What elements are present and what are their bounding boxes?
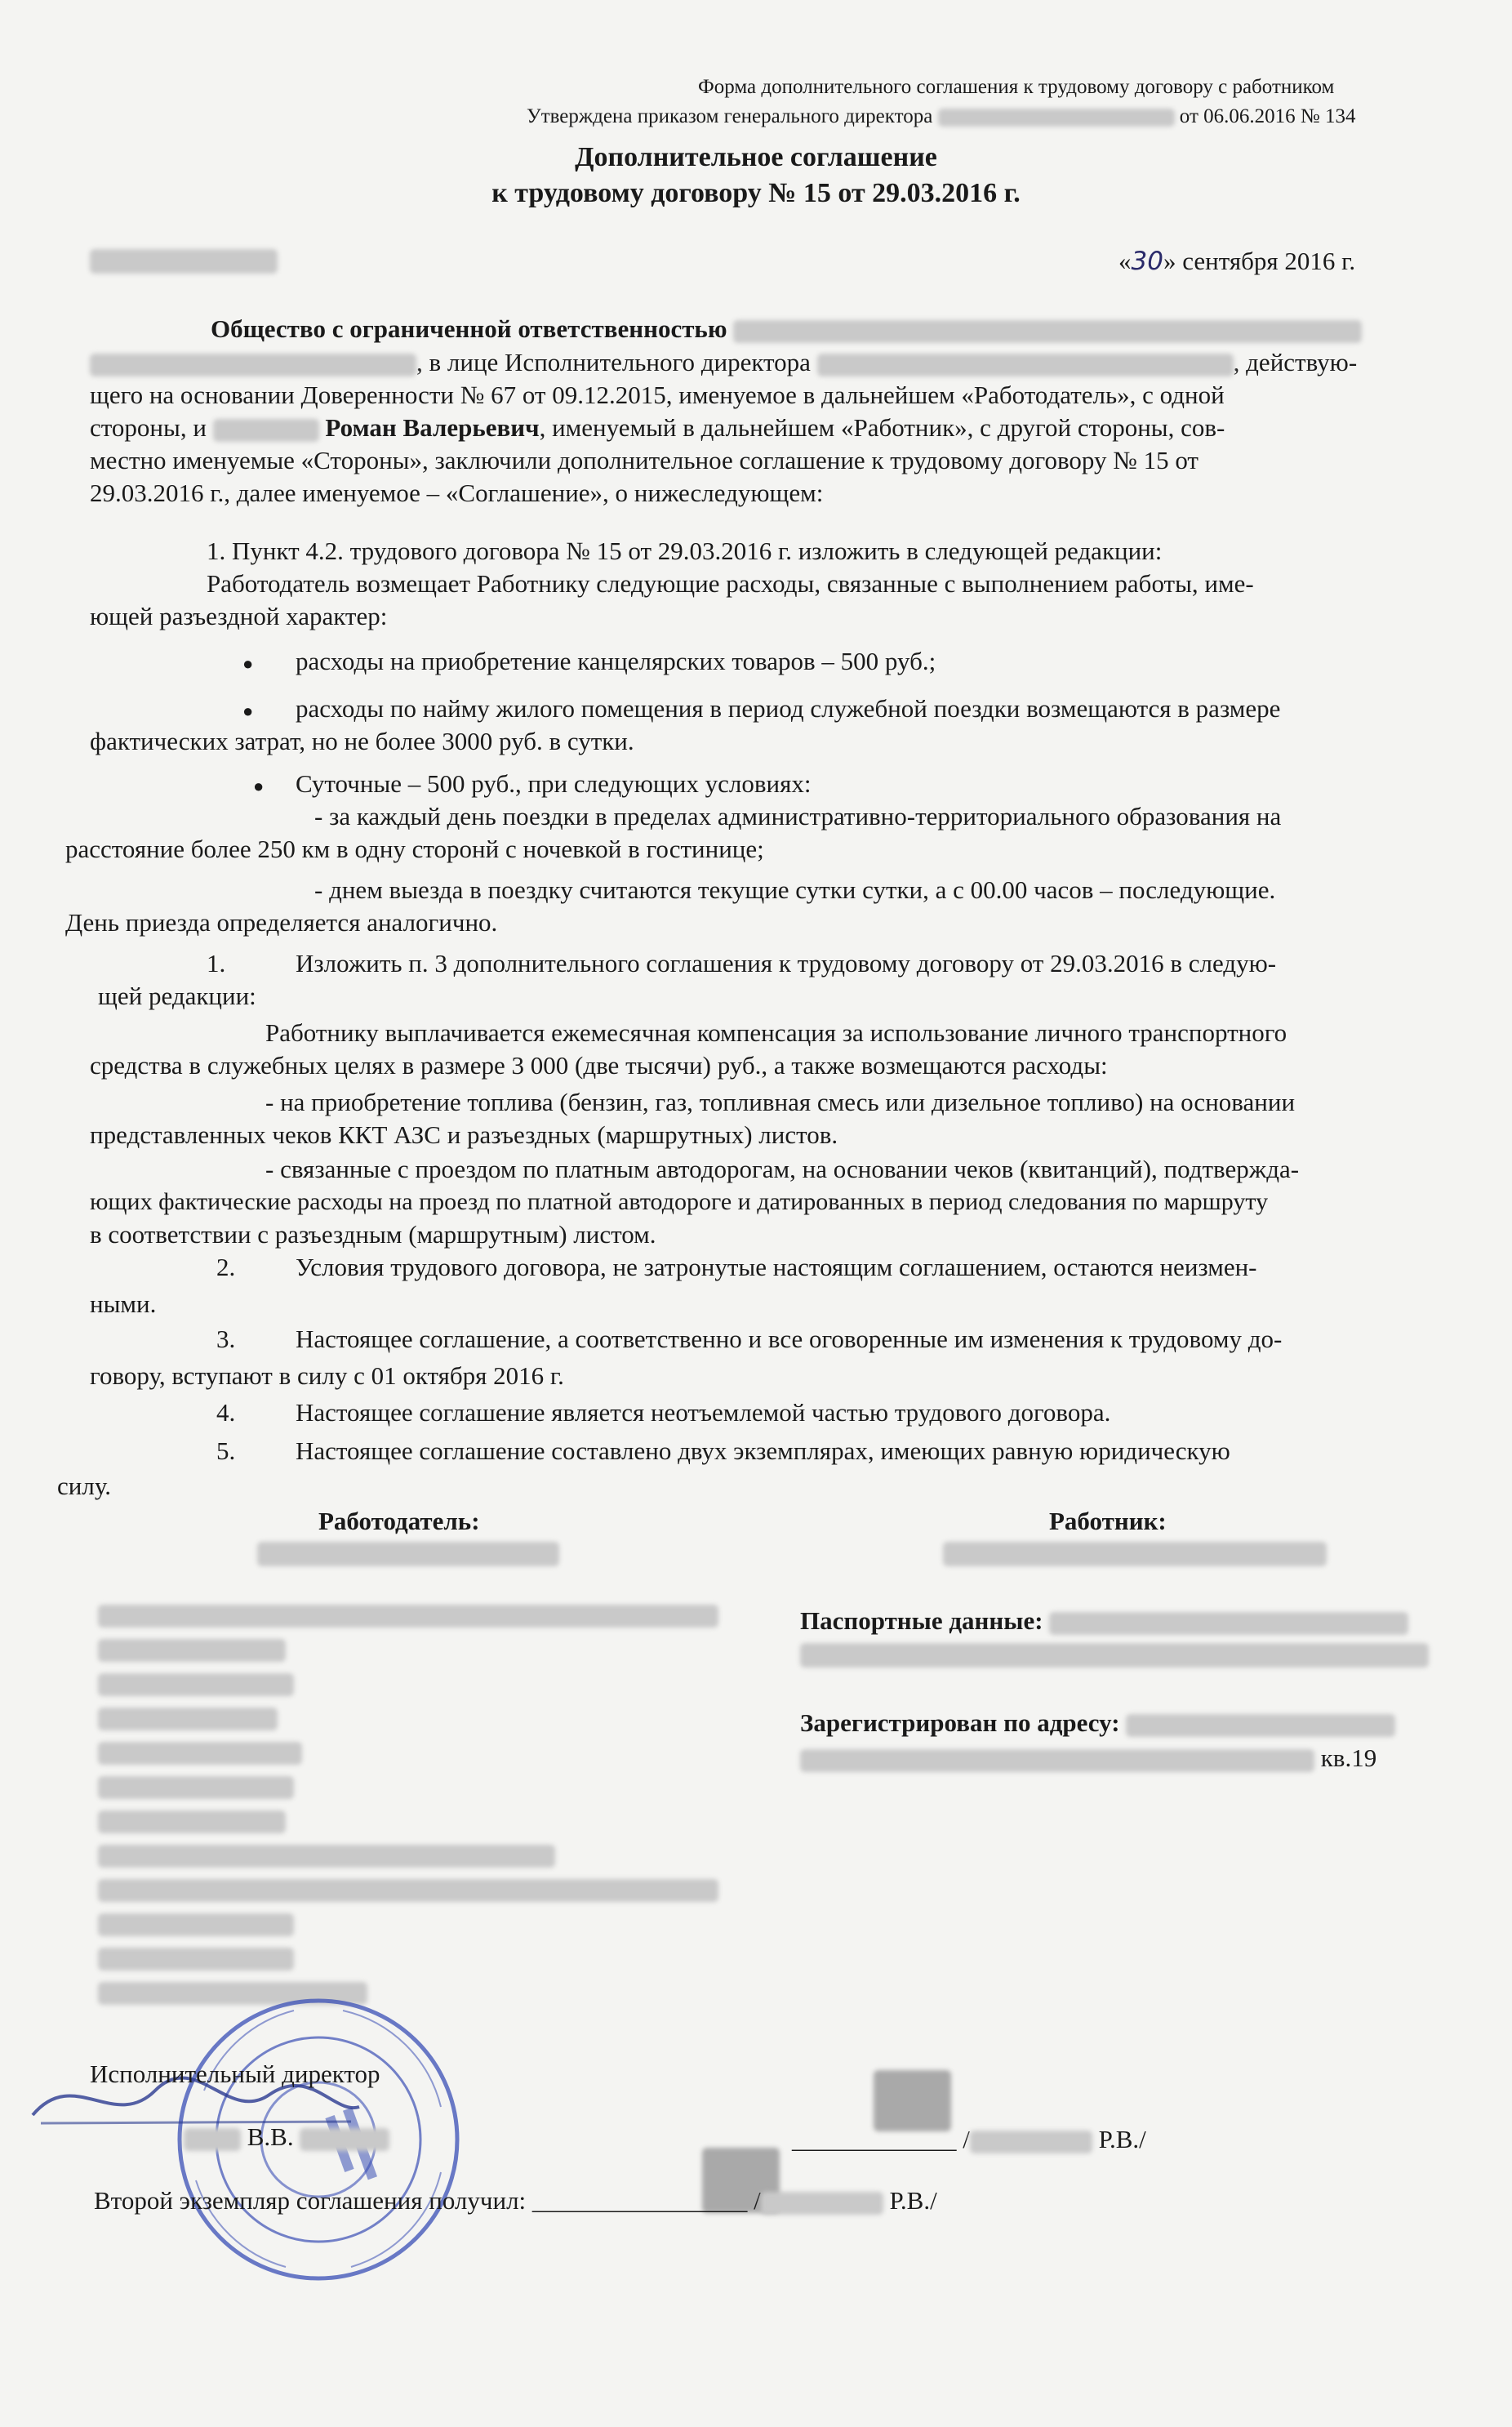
dash-2-cont: День приезда определяется аналогично. bbox=[65, 908, 498, 937]
bullet-3-text: Суточные – 500 руб., при следующих условиях: bbox=[296, 769, 812, 798]
employee-label: Работник: bbox=[1049, 1507, 1167, 1535]
director-signature-line: В.В. bbox=[184, 2121, 389, 2153]
comp-l7: в соответствии с разъездным (маршрутным) листом. bbox=[90, 1220, 656, 1249]
employee-name bbox=[943, 1542, 1327, 1566]
employer-details bbox=[98, 1605, 718, 2016]
dash-2: - днем выезда в поездку считаются текущие сутки сутки, а с 00.00 часов – последующие. bbox=[314, 875, 1276, 904]
redacted-address-cont bbox=[800, 1749, 1314, 1772]
bullet-1-text: расходы на приобретение канцелярских товаров – 500 руб.; bbox=[296, 647, 936, 675]
document-date: «30» сентября 2016 г. bbox=[1118, 247, 1356, 276]
redacted-surname bbox=[213, 419, 319, 442]
comp-l2: средства в служебных целях в размере 3 000 (две тысячи) руб., а также возмещаются расходы: bbox=[90, 1051, 1108, 1080]
intro-line-6: 29.03.2016 г., далее именуемое – «Соглашение», о нижеследующем: bbox=[90, 479, 824, 507]
bullet-icon: ● bbox=[253, 776, 265, 796]
address-row: Зарегистрирован по адресу: bbox=[800, 1707, 1395, 1739]
bullet-2-text-cont: фактических затрат, но не более 3000 руб. в сутки. bbox=[90, 727, 634, 755]
title-line-2: к трудовому договору № 15 от 29.03.2016 г. bbox=[491, 178, 1021, 208]
comp-l5: - связанные с проездом по платным автодорогам, на основании чеков (квитанций), подтвержда- bbox=[265, 1155, 1300, 1183]
title-line-1: Дополнительное соглашение bbox=[575, 142, 937, 172]
bullet-2 bbox=[242, 692, 253, 728]
bullet-1 bbox=[242, 645, 253, 680]
employee-signature-mark bbox=[874, 2070, 951, 2131]
item-2-line-1: Условия трудового договора, не затронутые настоящим соглашением, остаются неизмен- bbox=[296, 1253, 1257, 1281]
comp-l4: представленных чеков ККТ АЗС и разъездных (маршрутных) листов. bbox=[90, 1120, 838, 1149]
bullet-3 bbox=[253, 768, 264, 803]
intro-line-3: щего на основании Доверенности № 67 от 09.12.2015, именуемое в дальнейшем «Работодатель», с одной bbox=[90, 381, 1225, 409]
dash-1: - за каждый день поездки в пределах административно-территориального образования на bbox=[314, 802, 1282, 831]
item-5-line-2: силу. bbox=[57, 1472, 111, 1500]
item-1-num: 1. bbox=[207, 949, 226, 977]
dash-1-cont: расстояние более 250 км в одну сторонй с ночевкой в гостинице; bbox=[65, 835, 764, 863]
director-title: Исполнительный директор bbox=[90, 2060, 380, 2088]
form-line: Форма дополнительного соглашения к трудовому договору с работником bbox=[698, 76, 1335, 98]
item-5-num: 5. bbox=[216, 1436, 236, 1465]
city bbox=[90, 249, 278, 274]
employer-label: Работодатель: bbox=[318, 1507, 480, 1535]
item-4-num: 4. bbox=[216, 1398, 236, 1427]
item-3-line-1: Настоящее соглашение, а соответственно и все оговоренные им изменения к трудовому до- bbox=[296, 1325, 1283, 1353]
item-5-line-1: Настоящее соглашение составлено двух экземплярах, имеющих равную юридическую bbox=[296, 1436, 1230, 1465]
redacted-passport bbox=[1049, 1612, 1408, 1635]
copy-received-line: Второй экземпляр соглашения получил: _________________ / Р.В./ bbox=[94, 2186, 937, 2215]
employer-name bbox=[257, 1542, 559, 1566]
comp-l6: ющих фактические расходы на проезд по платной автодороге и датированных в период следования по маршруту bbox=[90, 1188, 1269, 1215]
comp-l1: Работнику выплачивается ежемесячная компенсация за использование личного транспортного bbox=[265, 1018, 1287, 1047]
bullet-2-text: расходы по найму жилого помещения в период служебной поездки возмещаются в размере bbox=[296, 694, 1281, 723]
redacted-company-name bbox=[733, 320, 1362, 343]
clause1-head: 1. Пункт 4.2. трудового договора № 15 от 29.03.2016 г. изложить в следующей редакции: bbox=[207, 537, 1163, 565]
clause1-p1: Работодатель возмещает Работнику следующие расходы, связанные с выполнением работы, име- bbox=[207, 569, 1254, 598]
clause1-p1b: ющей разъездной характер: bbox=[90, 602, 388, 630]
redacted-city bbox=[90, 249, 278, 274]
item-3-num: 3. bbox=[216, 1325, 236, 1353]
bullet-icon: ● bbox=[242, 653, 254, 674]
item-2-line-2: ными. bbox=[90, 1289, 157, 1318]
bullet-icon: ● bbox=[242, 701, 254, 721]
date-day-handwritten: 30 bbox=[1131, 247, 1163, 276]
item-4-line-1: Настоящее соглашение является неотъемлемой частью трудового договора. bbox=[296, 1398, 1111, 1427]
redacted-director bbox=[817, 354, 1234, 376]
intro-line-5: местно именуемые «Стороны», заключили дополнительное соглашение к трудовому договору № 15 от bbox=[90, 446, 1198, 474]
item-1-line-2: щей редакции: bbox=[98, 982, 256, 1010]
item-1-line-1: Изложить п. 3 дополнительного соглашения к трудовому договору от 29.03.2016 в следую- bbox=[296, 949, 1277, 977]
intro-line-4: стороны, и Роман Валерьевич, именуемый в дальнейшем «Работник», с другой стороны, сов- bbox=[90, 413, 1225, 442]
item-3-line-2: говору, вступают в силу с 01 октября 2016 г. bbox=[90, 1361, 564, 1390]
redacted-director-name bbox=[938, 109, 1175, 127]
item-2-num: 2. bbox=[216, 1253, 236, 1281]
redacted-employee-name bbox=[943, 1542, 1327, 1566]
passport-row: Паспортные данные: bbox=[800, 1605, 1408, 1637]
address-row-2: кв.19 bbox=[800, 1742, 1376, 1775]
comp-l3: - на приобретение топлива (бензин, газ, топливная смесь или дизельное топливо) на основании bbox=[265, 1088, 1296, 1116]
redacted-employer-name bbox=[257, 1542, 559, 1566]
passport-row-2 bbox=[800, 1643, 1429, 1668]
employee-signature-line: _____________ / Р.В./ bbox=[792, 2125, 1146, 2153]
intro-line-2: , в лице Исполнительного директора , действую- bbox=[90, 346, 1429, 379]
redacted-company-name-cont bbox=[90, 354, 416, 376]
redacted-address bbox=[1126, 1714, 1395, 1737]
approved-line: Утверждена приказом генерального директора от 06.06.2016 № 134 bbox=[527, 105, 1356, 127]
intro-line-1: Общество с ограниченной ответственностью bbox=[211, 313, 1362, 345]
